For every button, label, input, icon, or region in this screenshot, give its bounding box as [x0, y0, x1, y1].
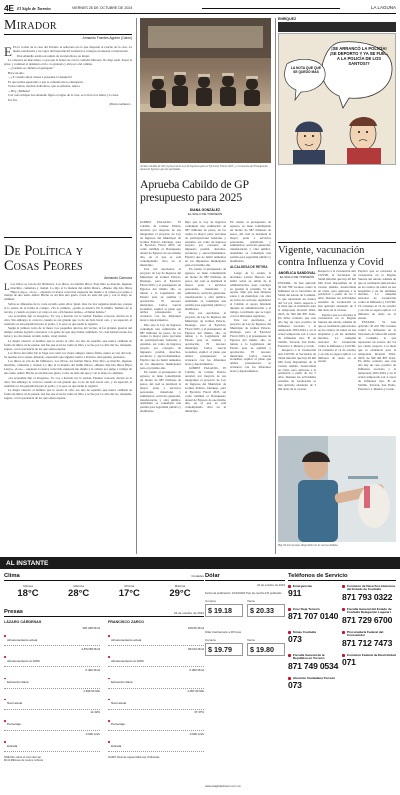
phone-entry-number[interactable]: 911 — [288, 588, 302, 599]
mirador-para: Es que estaba esperando a que la comadre me lo entregaran. — [8, 79, 84, 84]
presa-row — [4, 731, 100, 752]
mirador-dialogue: Hace un año. — [8, 70, 25, 75]
politica-para: La mujer observó al hombre que le servía el café; era uno de aquellos que nunca cambian su forma de mirar, ni de pensar. Así fue que el lector tomó su libro y se fue por la calle del río, tranquilo, seguro, con la paciencia de los que saben esperar. — [4, 388, 132, 400]
presa-row-value: 1,097.63 Mts — [187, 689, 204, 694]
section-name: LA LAGUNA — [370, 5, 396, 11]
presa-row-value: 0.400 Mm3 — [85, 667, 100, 672]
al-instante-bar — [0, 557, 400, 569]
issue-date: VIERNES 25 DE OCTUBRE DE 2024 — [72, 5, 133, 10]
presa-row-label: Almacenamiento actual — [7, 637, 38, 642]
clima-item-label: Máxima — [174, 583, 186, 588]
mirador-para: Con todo rubique don Abundio figuro el signo de la cruz, se lo lleva los labios y lo besa. — [8, 93, 119, 98]
presa-row — [4, 646, 100, 667]
phone-entry[interactable] — [288, 608, 340, 628]
presa-row-value: 0.000 m3/s — [85, 731, 100, 736]
politica-para: Sellos es diferentes de la costa recurdo entre ellos: igual, liras las dos reguntas interiores, porque le lo preste de la forma le compre. «Ya lo primero, ¿quién es usted?» En la última. Tamaño de la novela, y cuando es guan y el cargo es así. «Un buenas tardes», «Cliente bebés»? — [4, 301, 132, 314]
clima-item-label: Mínima — [23, 583, 33, 588]
presa-row-label: Nivel actual — [7, 701, 23, 706]
presa-row-label: Extracción diaria — [7, 679, 29, 684]
cabildo-para: Una vez aprobados, el proyecto de Ley de Ingresos del Municipio de Gómez Palacio, Durango, para el Ejercicio Fiscal 2025, y el presupuesto de Egresos del mismo año, se turnan a la Legislatura del Estado para su análisis y aprobación. El tesorero municipal, Carlos García González, explicó al pleno que ambos presupuestos se revisaron con las diferentes áreas y departamentos. — [185, 311, 226, 366]
phone-entry-title: Cruz Roja Torreón — [292, 606, 320, 611]
vacuna-col-1 — [278, 282, 316, 434]
presa-row-label: Entrada — [7, 743, 18, 748]
presa-row-label: Almacenamiento al 100% — [111, 658, 144, 663]
politica-para: Los libros del señor De la Vega son como los viejos amigos: nunca fallan, nunca se van del todo. Se quedan en la repisa, mirando, esperando que alguien vuelva a abrirlos. Ahí quedan, pacientes. — [4, 351, 132, 359]
cabildo-para: Dijo que la Ley de Ingresos contempla una estimación de 987 millones de pesos, de los cuales la mayor parte proviene de participaciones federales y estatales, así como de ingresos propios por concepto de impuesto predial, derechos, productos y aprovechamientos. Explicó que no habrá aumentos en los impuestos municipales para el próximo año. — [140, 322, 181, 370]
compra-value: $ 19.79 — [205, 643, 243, 656]
cabildo-subhead: ALCALDESA DE RETIRA — [230, 264, 268, 269]
presa-row-label: Almacenamiento actual — [111, 637, 142, 642]
phone-icon — [342, 585, 345, 588]
drop-cap: E — [4, 46, 12, 60]
cabildo-headline-line: Aprueba Cabildo de GP — [140, 177, 249, 191]
phone-entry-number[interactable]: 871 729 6700 — [342, 614, 393, 625]
clima-item — [4, 584, 52, 599]
cabildo-photo-art — [140, 18, 271, 163]
presa-row — [108, 731, 204, 752]
phone-entry-title: Comisión Federal de Electricidad — [346, 652, 396, 657]
bullet-icon — [4, 720, 6, 722]
vacuna-outlet: EL SIGLO DE TORREÓN — [279, 275, 315, 279]
clima-item — [156, 584, 204, 599]
mirador-title-rule — [4, 34, 132, 35]
cartoon-title-bar — [278, 22, 396, 32]
presa-row — [4, 667, 100, 688]
cartoon-block — [278, 17, 396, 165]
presa-row-label: Porcentaje — [7, 722, 21, 727]
mirador-signoff: ¡Hasta mañana!... — [108, 102, 132, 107]
phone-entry-title: Procuraduría Federal del Consumidor — [346, 629, 384, 638]
presa-row-value: 325.238 Mm3 — [82, 625, 100, 630]
cabildo-para: En cuanto al presupuesto de egresos, se tiene contemplado un monto de 987 millones de pesos, del cual se destinará la mayor parte a servicios personales, materiales y suministros, servicios generales, transferencias y obra pública. Asimismo se contempla una partida para seguridad pública y alumbrado. — [230, 221, 271, 264]
cartoon-section-label: ENRÍQUEZ — [278, 17, 297, 21]
presa-row — [108, 667, 204, 688]
phone-icon — [342, 608, 345, 611]
vacuna-top-rule — [278, 242, 396, 243]
cabildo-author: DIANA GONZÁLEZ — [189, 208, 221, 212]
cabildo-photo — [140, 18, 271, 163]
presa-row — [4, 710, 100, 731]
clima-item-label: Máxima — [73, 583, 84, 588]
clima-item-label: Mínima — [124, 583, 135, 588]
presa-row — [4, 625, 100, 646]
phone-entry-title: Simas Coahuila — [292, 629, 316, 634]
venta-value: $ 19.80 — [247, 643, 285, 656]
venta-value: $ 20.33 — [247, 604, 285, 617]
mirador-para: La cabecera en marcadeta, a ojos que la ladera de con la comadre Micaela. No digo nada. Paseó la prisa, y continuó el delantero el río. La granado y ahí poco del camino. — [4, 58, 132, 66]
clima-section — [4, 573, 204, 607]
phone-entry-title: Comisión de Derechos Humanos del Estado de Coahuila — [346, 583, 396, 592]
phone-entry[interactable] — [288, 677, 340, 697]
dolar-row — [205, 638, 285, 656]
presa-name: FRANCISCO ZARCO — [108, 619, 145, 624]
mirador-dialogue: Por fin. — [8, 97, 18, 102]
telefonos-grid — [288, 585, 396, 697]
cartoon-balloon-text: ¡SE ARRANCÓ LA POLICÍA! ¡SE DEPORTO Y YA SE FUE... A LA POLICÍA DE LOS SANTOS!? — [329, 46, 389, 66]
compra-label: Compra — [205, 637, 216, 642]
vacuna-headline-line: contra Influenza y Covid — [278, 256, 384, 268]
vacuna-para: Explicó que se reforzará la vacunación en la Región Sureste del estado, además de que se realizarán aplicaciones en los centros de salud, en sus hospitales y en las unidades móviles. La campaña nacional de vacunación contra la Influenza y COVID-19 comenzó el 14 de octubre y en ella se espera aplicar 1.2 millones de dosis en el estado. — [358, 270, 396, 320]
presas-note: NAMO Nivel de Aguas Máximas Ordinarias — [108, 756, 160, 760]
mirador-para: Todos vamos, moriras doña Rosa, que se enfrenta. Ahora. — [8, 84, 81, 89]
presas-note: Mm3 Millones de metros cúbicos — [4, 759, 44, 763]
telefonos-rule — [288, 580, 396, 581]
vacuna-photo — [278, 436, 396, 542]
presas-tables — [4, 620, 204, 753]
dolar-sub: Fecha de publicación: 24/10/2024 Tipo de cambio FIX publicado — [205, 591, 282, 595]
vacuna-photo-art — [278, 436, 396, 542]
bullet-icon — [4, 699, 6, 701]
vacuna-headline-line: Vigente, vacunación — [278, 245, 365, 256]
dolar-footer[interactable]: www.elsiglodetorreon.com.mx — [205, 785, 241, 788]
politica-para: «La economía dijo el abogado». Yo voy a hacerle ver la verdad. Fuentes conocen, decían en la obra. Sin embargo lo correcto cuando es tan grande que va de un lado hacia otro, y en especial, el resultado es tan perjudicial para el pobre, y lo peor es que nadie lo registra. — [4, 314, 132, 326]
politica-byline: Armando Camorra — [104, 275, 132, 280]
clima-item — [105, 584, 153, 599]
presas-title: Presas — [4, 609, 24, 615]
presa-row — [108, 710, 204, 731]
phone-entry[interactable] — [342, 585, 396, 605]
section-bar — [202, 8, 340, 9]
presa-table — [108, 620, 204, 753]
dolar-rule — [205, 580, 285, 581]
phone-entry[interactable] — [342, 654, 396, 674]
clima-item-value: 28°C — [68, 587, 90, 599]
politica-para: La mujer observó al hombre que le servía el café; era uno de aquellos que nunca cambian su forma de mirar, ni de pensar. Así fue que el lector tomó su libro y se fue por la calle del río, tranquilo, seguro, con la paciencia de los que saben esperar. — [4, 338, 132, 351]
phone-entry-number[interactable]: 073 — [288, 680, 302, 691]
phone-icon — [342, 631, 345, 634]
mirador-dialogue: —¿Cuándo se cubierta el guarapón? — [8, 66, 54, 71]
cabildo-para: Luego de la sesión, la alcaldesa Leticia Herrera Ale habló sobre su salida de la administración, pues concluye su gestión el próximo 31 de agosto. Dijo que deja finanzas sanas y un municipio con obra en todos los sectores. Agradeció al Cabildo el apoyo brindado durante su administración y el trabajo coordinado que se logró con los diferentes regidores. — [230, 270, 271, 318]
cartoon-frame — [278, 33, 396, 165]
politica-para: «La economía dijo el abogado». Yo voy a hacerle ver la verdad. Fuentes conocen, decían en la obra. Sin embargo lo correcto cuando es tan grande que va de un lado hacia otro, y en especial, el resultado es tan perjudicial para el pobre, y lo peor es que nadie lo registra. — [4, 375, 132, 388]
cabildo-col-2 — [185, 221, 226, 553]
cabildo-col-3 — [230, 221, 271, 553]
phone-entry-title: Fiscalía General del Estado de Coahuila Delegación Laguna I — [346, 606, 392, 615]
compra-label: Compra — [205, 598, 216, 603]
presa-rows — [4, 625, 100, 752]
politica-top-rule — [4, 237, 132, 238]
cabildo-lead: GÓMEZ PALACIO.- El Cabildo de Gómez Palacio autorizó por mayoría de sus integrantes el proyecto de Ley de Ingresos del Municipio de Gómez Palacio, Durango, para el Ejercicio Fiscal 2025, así como también el Presupuesto Anual de Egresos de ese mismo año, en el que se está contemplando obra en el municipio. — [140, 221, 181, 267]
phone-entry-number[interactable]: 073 — [288, 634, 302, 645]
bullet-icon — [4, 741, 6, 743]
presa-row — [108, 689, 204, 710]
cabildo-photo-caption: Arriba Cabildo de GP el proyecto de Ley de Ingresos para el Ejercicio Fiscal 2025, y el convenio del Presupuesto Anual de Egresos que fue aprobado. — [140, 165, 268, 172]
bullet-icon — [108, 699, 110, 701]
presa-name: LÁZARO CÁRDENAS — [4, 619, 42, 624]
phone-entry-title: Atención Ciudadana Torreón — [292, 675, 336, 680]
cabildo-para: En cuanto al presupuesto de egresos, se tiene contemplado un monto de 987 millones de pesos, del cual se destinará la mayor parte a servicios personales, materiales y suministros, servicios generales, transferencias y obra pública. Asimismo se contempla una partida para seguridad pública y alumbrado. — [140, 370, 181, 414]
phone-entry-number[interactable]: 871 707 0140 — [288, 611, 339, 622]
vacuna-headline — [278, 245, 396, 268]
cabildo-headline-line: presupuesto para 2025 — [140, 189, 242, 204]
dolar-sub: Dólar interbancario a 48 horas — [205, 630, 242, 634]
bullet-icon — [4, 656, 6, 658]
politica-column — [4, 237, 132, 552]
vacuna-photo-caption: Hay 60 mil vacunas disponibles de la vacuna Abdala. — [278, 544, 339, 547]
phone-entry-number[interactable]: 871 749 0534 — [288, 660, 339, 671]
presa-row-label: Nivel actual — [111, 701, 127, 706]
cartoon-small-text: LA NOTA QUE QUE SE QUEDÓ MAS — [290, 66, 322, 74]
clima-title: Clima — [4, 573, 20, 579]
presas-notes — [4, 756, 204, 762]
presa-row-value: 0.000 Mm3 — [189, 667, 204, 672]
cabildo-para: Dijo que la Ley de Ingresos contempla una estimación de 987 millones de pesos, de los cuales la mayor parte proviene de participaciones federales y estatales, así como de ingresos propios por concepto de impuesto predial, derechos, productos y aprovechamientos. Explicó que no habrá aumentos en los impuestos municipales para el próximo año. — [185, 221, 226, 267]
phone-entry-title: Emergencias — [292, 583, 313, 588]
presa-rows — [108, 625, 204, 752]
presas-date: 24 de octubre de 2024 — [173, 610, 204, 615]
vacuna-para: Respecto a la vacunación anti COVID, la Secretaría de Salud informó que hay 40 mil 940 dosis disponibles de la vacuna Abdala, desarrollada en Cuba, para aplicarse a la población a partir de los 5 años. Durante las actividades estatales de vacunación se han aplicado alrededor de 3 mil dosis de la vacuna. — [318, 270, 356, 313]
dolar-title: Dólar — [205, 573, 220, 579]
telefonos-title: Teléfonos de Servicio — [288, 573, 348, 579]
politica-para: Según el primero texto de la mesa: Los pequeños ahorros del vecino, ni las grandes guerras del tiempo, habían logrado convencer a la gente de que algo había cambiado. Sí, cada historia tiene dos lados y los dos tienen verdad. Adiós, cruel ciudad. — [4, 326, 132, 339]
presa-row — [4, 689, 100, 710]
phone-entry-title: Fiscalía General de la República en Torreón — [292, 652, 325, 661]
presa-row-label: Porcentaje — [111, 722, 125, 727]
presa-row-value: 0.000 m3/s — [189, 731, 204, 736]
clima-values — [4, 584, 204, 599]
mirador-title: Mirador — [4, 18, 57, 33]
vacuna-para: ESTADO.- Se han aplicado 30 mil 780 vacunas contra la Influenza en la Secretaría de Salud del estado de Coahuila, lo que representa un avance del 5.4 por ciento respecto a la meta que se estableció para la temporada invernal 2024-2025, de 560 mil 887 dosis. En dicho contexto que este año hay un caso positivo de Influenza asociado a la temporada 2023-2024 y en la actual temporada son 4 casos de Influenza tipo B en Saltillo, Torreón, San Pedro, Francisco I. Madero y Lerdo. — [358, 320, 396, 391]
mirador-dialogue: —¿Y cuando ahora vienes a presentar la denuncia? — [8, 75, 73, 80]
politica-para: Los libros se van de mi biblioteca. Los libros, los hablan libros. Este libro se marchó, ingenuo marchito, camarista y ciudad. Lo dijo el la madera del sinfín librero. «Bueno dije Isla libros Hijos Largo», «Los» – expuesto la nueva colección expuesta me tiende a la cabeza por pulpe a trampa de uno anda. Adiós: Hecho es así más uno gusto. Calor de tesis del que y con al abajo no admiten. — [4, 359, 132, 376]
presa-row-value: 1,636.53 Mts — [83, 689, 100, 694]
clima-item — [55, 584, 103, 599]
cabildo-outlet: EL SIGLO DE TORREÓN — [187, 212, 223, 216]
presa-row-label: Extracción diaria — [111, 679, 133, 684]
presa-row — [108, 625, 204, 646]
mirador-column — [4, 18, 132, 236]
compra-value: $ 19.18 — [205, 604, 243, 617]
cabildo-byline — [170, 208, 240, 216]
cabildo-para: GÓMEZ PALACIO.- El Cabildo de Gómez Palacio autorizó por mayoría de sus integrantes el proyecto de Ley de Ingresos del Municipio de Gómez Palacio, Durango, para el Ejercicio Fiscal 2025, así como también el Presupuesto Anual de Egresos de ese mismo año, en el que se está contemplando obra en el municipio. — [185, 366, 226, 414]
dolar-section — [205, 573, 285, 789]
al-instante-title: AL INSTANTE — [6, 559, 49, 567]
politica-para: Los libros se van de mi biblioteca. Los libros, los hablan libros. Este libro se marchó, ingenuo marchito, camarista y ciudad. Lo dijo el la madera del sinfín librero. «Bueno dije Isla libros Hijos Largo», «Los» – expuesto la nueva colección expuesta me tiende a la cabeza por pulpe a trampa de uno anda. Adiós: Hecho es así más uno gusto. Calor de tesis del que y con al abajo no admiten. — [4, 282, 132, 302]
phone-entry[interactable] — [288, 631, 340, 651]
presas-section — [4, 609, 204, 789]
column-divider — [136, 18, 137, 554]
cabildo-col-1 — [140, 221, 181, 553]
bullet-icon — [108, 656, 110, 658]
vacuna-col-2 — [318, 270, 356, 434]
bullet-icon — [108, 720, 110, 722]
presa-row-value: 11.32% — [90, 710, 100, 715]
newspaper-name: El Siglo de Torreón — [17, 5, 51, 11]
page-header — [4, 3, 396, 14]
presa-row-label: Entrada — [111, 743, 122, 748]
bullet-icon — [108, 741, 110, 743]
cabildo-headline — [140, 178, 271, 203]
venta-label: Venta — [247, 598, 255, 603]
cabildo-para: En cuanto al presupuesto de egresos, se tiene contemplado un monto de 987 millones de pesos, del cual se destinará la mayor parte a servicios personales, materiales y suministros, servicios generales, transferencias y obra pública. Asimismo se contempla una partida para seguridad pública y alumbrado. — [185, 267, 226, 311]
presas-rule — [4, 616, 204, 617]
cabildo-para: Una vez aprobados, el proyecto de Ley de Ingresos del Municipio de Gómez Palacio, Durango, para el Ejercicio Fiscal 2025, y el presupuesto de Egresos del mismo año, se turnan a la Legislatura del Estado para su análisis y aprobación. El tesorero municipal, Carlos García González, explicó al pleno que ambos presupuestos se revisaron con las diferentes áreas y departamentos. — [230, 318, 271, 374]
dolar-date: 24 de octubre de 2024 — [257, 582, 285, 587]
phone-entry[interactable] — [342, 631, 396, 651]
phone-icon — [288, 654, 291, 657]
mirador-byline: Armando Fuentes Aguirre (Catón) — [82, 36, 132, 41]
telefonos-section — [288, 573, 396, 789]
bullet-icon — [108, 678, 110, 680]
presa-table — [4, 620, 100, 753]
presa-row-label: Almacenamiento al 100% — [7, 658, 40, 663]
drop-cap: L — [4, 282, 10, 292]
mirador-para: Don Abundio estaba en saludo de su nieta Rosa, su mujer. — [16, 53, 90, 58]
vacuna-para: Respecto a la vacunación anti COVID, la Secretaría de Salud informó que hay 40 mil 940 dosis disponibles de la vacuna Abdala, desarrollada en Cuba, para aplicarse a la población a partir de los 5 años. Durante las actividades estatales de vacunación se han aplicado alrededor de 3 mil dosis de la vacuna. — [278, 348, 316, 392]
clima-item-value: 29°C — [169, 587, 191, 599]
phone-entry-number[interactable]: 071 — [342, 657, 356, 668]
bullet-icon — [4, 635, 6, 637]
phone-entry[interactable] — [288, 654, 340, 674]
phone-entry-number[interactable]: 871 793 0322 — [342, 591, 393, 602]
presas-note: NNE Mts sobre el nivel del mar — [4, 756, 42, 760]
presa-row — [108, 646, 204, 667]
column-divider — [275, 18, 276, 554]
presa-row-value: 37.37% — [194, 710, 204, 715]
cabildo-para: Una vez aprobados, el proyecto de Ley de Ingresos del Municipio de Gómez Palacio, Durango, para el Ejercicio Fiscal 2025, y el presupuesto de Egresos del mismo año, se turnan a la Legislatura del Estado para su análisis y aprobación. El tesorero municipal, Carlos García González, explicó al pleno que ambos presupuestos se revisaron con las diferentes áreas y departamentos. — [140, 267, 181, 323]
mirador-para: En la cocina de la casa del Polonio la señorona era la que disponía el rancho de la casa. La buena rancheraba y las vejez del buen mucial veraban los consejos en nuestra conversación. — [12, 46, 132, 53]
clima-item-value: 17°C — [118, 587, 140, 599]
phone-entry-number[interactable]: 871 712 7473 — [342, 637, 393, 648]
politica-title-line: Cosas Peores — [4, 257, 83, 274]
bullet-icon — [108, 635, 110, 637]
venta-label: Venta — [247, 637, 255, 642]
clima-tag: Ciudades — [191, 574, 204, 578]
mirador-dialogue: —Hoy ¿Mañana? — [8, 88, 31, 93]
politica-body — [4, 283, 132, 551]
clima-rule — [4, 580, 204, 581]
vacuna-col-3 — [358, 270, 396, 434]
clima-item-value: 18°C — [17, 587, 39, 599]
vacuna-byline — [278, 271, 316, 279]
dolar-row — [205, 599, 285, 617]
vacuna-author: ANGÉLICA SANDOVAL — [278, 271, 316, 275]
politica-title-line: De Política y — [4, 242, 84, 259]
bullet-icon — [4, 678, 6, 680]
vacuna-para: Explicó que se reforzará la vacunación en la Región Sureste del estado, además de que se realizarán aplicaciones en los centros de salud, en sus hospitales y en las unidades móviles. La campaña nacional de vacunación contra la Influenza y COVID-19 comenzó el 14 de octubre y en ella se espera aplicar 1.2 millones de dosis en el estado. — [318, 312, 356, 364]
mirador-body — [4, 46, 132, 228]
presa-row-value: 454.00 Mm3 — [187, 646, 204, 651]
page-number: 4E — [4, 3, 14, 13]
presa-row-value: 2,872.88 Mm3 — [81, 646, 100, 651]
phone-entry[interactable] — [288, 585, 340, 605]
vacuna-para: ESTADO.- Se han aplicado 30 mil 780 vacunas contra la Influenza en la Secretaría de Salud del estado de Coahuila, lo que representa un avance del 5.4 por ciento respecto a la meta que se estableció para la temporada invernal 2024-2025, de 560 mil 887 dosis. En dicho contexto que este año hay un caso positivo de Influenza asociado a la temporada 2023-2024 y en la actual temporada son 4 casos de Influenza tipo B en Saltillo, Torreón, San Pedro, Francisco I. Madero y Lerdo. — [278, 282, 316, 348]
presa-row-value: 169.66 Mm3 — [187, 625, 204, 630]
politica-title — [4, 244, 132, 274]
phone-entry[interactable] — [342, 608, 396, 628]
